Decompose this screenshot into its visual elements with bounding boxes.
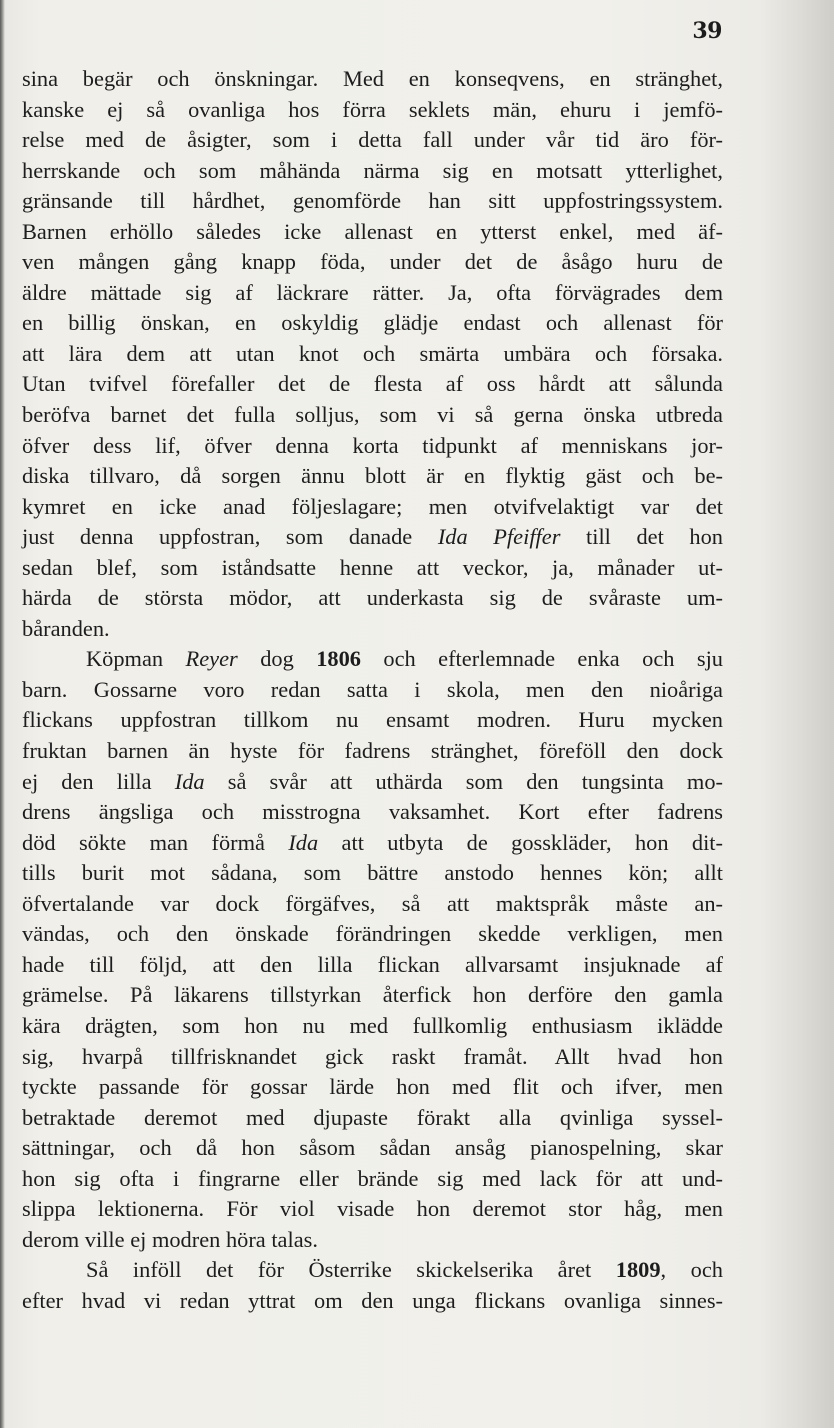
text-segment: härda de största mödor, att underkasta sig de svåraste um- — [22, 585, 723, 611]
text-line — [22, 767, 723, 798]
text-line — [22, 950, 723, 981]
text-segment: herrskande och som måhända närma sig en motsatt ytterlighet, — [22, 157, 723, 183]
text-segment: Barnen erhöllo således icke allenast en ytterst enkel, med äf- — [22, 218, 723, 244]
text-line — [22, 125, 723, 156]
text-segment: att utbyta de gosskläder, hon dit- — [318, 829, 723, 855]
text-segment: slippa lektionerna. För viol visade hon deremot stor håg, men — [22, 1196, 723, 1222]
text-segment: kära drägten, som hon nu med fullkomlig enthusiasm iklädde — [22, 1012, 723, 1038]
text-line — [22, 247, 723, 278]
text-segment: betraktade deremot med djupaste förakt alla qvinliga syssel- — [22, 1104, 723, 1130]
text-segment: så svår att uthärda som den tungsinta mo- — [204, 768, 723, 794]
text-segment: tills burit mot sådana, som bättre anstodo hennes kön; allt — [22, 860, 723, 886]
italic-name: Reyer — [185, 646, 238, 672]
text-line — [22, 1072, 723, 1103]
text-segment: beröfva barnet det fulla solljus, som vi så gerna önska utbreda — [22, 402, 723, 428]
text-line — [22, 736, 723, 767]
text-line — [22, 522, 723, 553]
text-line — [22, 1225, 723, 1256]
text-line — [22, 461, 723, 492]
text-line — [22, 1255, 723, 1286]
text-segment: grämelse. På läkarens tillstyrkan återfick hon derföre den gamla — [22, 982, 723, 1008]
text-line — [22, 1194, 723, 1225]
text-segment: derom ville ej modren höra talas. — [22, 1226, 318, 1252]
text-line — [22, 308, 723, 339]
text-line — [22, 369, 723, 400]
text-segment: kanske ej så ovanliga hos förra seklets män, ehuru i jemfö- — [22, 96, 723, 122]
text-line — [22, 1286, 723, 1317]
text-segment: till det hon — [560, 524, 723, 550]
text-segment: Köpman — [86, 646, 186, 672]
text-segment: ej den lilla — [22, 768, 175, 794]
year: 1809 — [615, 1257, 661, 1283]
text-segment: diska tillvaro, då sorgen ännu blott är en flyktig gäst och be- — [22, 463, 723, 489]
text-line — [22, 858, 723, 889]
text-line — [22, 644, 723, 675]
text-line — [22, 1042, 723, 1073]
text-segment: , och — [660, 1257, 723, 1283]
text-line — [22, 492, 723, 523]
text-segment: öfver dess lif, öfver denna korta tidpunkt af menniskans jor- — [22, 432, 723, 458]
text-segment: just denna uppfostran, som danade — [22, 524, 438, 550]
body-text — [22, 64, 723, 1316]
text-line — [22, 400, 723, 431]
text-segment: dog — [237, 646, 317, 672]
text-line — [22, 1103, 723, 1134]
italic-name: Ida Pfeiffer — [437, 524, 561, 550]
text-segment: öfvertalande var dock förgäfves, så att maktspråk måste an- — [22, 890, 723, 916]
text-segment: sina begär och önskningar. Med en konseqvens, en stränghet, — [22, 66, 723, 91]
text-segment: att lära dem att utan knot och smärta umbära och försaka. — [22, 340, 723, 366]
text-line — [22, 1164, 723, 1195]
text-segment: vändas, och den önskade förändringen skedde verkligen, men — [22, 921, 723, 947]
text-segment: sig, hvarpå tillfrisknandet gick raskt framåt. Allt hvad hon — [22, 1043, 723, 1069]
text-line — [22, 339, 723, 370]
text-line — [22, 980, 723, 1011]
text-line — [22, 1011, 723, 1042]
text-segment: sättningar, och då hon såsom sådan ansåg pianospelning, skar — [22, 1135, 723, 1161]
italic-name: Ida — [288, 829, 319, 855]
text-segment: Utan tvifvel förefaller det de flesta af oss hårdt att sålunda — [22, 371, 723, 397]
italic-name: Ida — [174, 768, 205, 794]
text-line — [22, 156, 723, 187]
text-segment: äldre mättade sig af läckrare rätter. Ja, ofta förvägrades dem — [22, 279, 723, 305]
text-line — [22, 95, 723, 126]
page-number: 39 — [692, 18, 722, 44]
text-line — [22, 919, 723, 950]
text-line — [22, 431, 723, 462]
text-segment: relse med de åsigter, som i detta fall under vår tid äro för- — [22, 127, 723, 153]
text-line — [22, 675, 723, 706]
text-line — [22, 553, 723, 584]
text-line — [22, 583, 723, 614]
text-segment: Så inföll det för Österrike skickelserika året — [86, 1257, 616, 1283]
text-segment: hon sig ofta i fingrarne eller brände sig med lack för att und- — [22, 1165, 723, 1191]
text-line — [22, 217, 723, 248]
text-segment: fruktan barnen än hyste för fadrens stränghet, föreföll den dock — [22, 738, 723, 764]
text-segment: flickans uppfostran tillkom nu ensamt modren. Huru mycken — [22, 707, 723, 733]
text-segment: död sökte man förmå — [22, 829, 289, 855]
text-line — [22, 614, 723, 645]
text-line — [22, 64, 723, 95]
text-segment: en billig önskan, en oskyldig glädje endast och allenast för — [22, 310, 723, 336]
text-segment: och efterlemnade enka och sju — [360, 646, 723, 672]
text-line — [22, 705, 723, 736]
text-segment: drens ängsliga och misstrogna vaksamhet. Kort efter fadrens — [22, 799, 723, 825]
text-segment: tyckte passande för gossar lärde hon med flit och ifver, men — [22, 1074, 723, 1100]
text-segment: sedan blef, som iståndsatte henne att veckor, ja, månader ut- — [22, 554, 723, 580]
text-segment: efter hvad vi redan yttrat om den unga flickans ovanliga sinnes- — [22, 1287, 723, 1313]
text-line — [22, 278, 723, 309]
text-segment: kymret en icke anad följeslagare; men otvifvelaktigt var det — [22, 493, 723, 519]
text-line — [22, 797, 723, 828]
text-segment: båranden. — [22, 615, 110, 641]
text-segment: barn. Gossarne voro redan satta i skola, men den nioåriga — [22, 676, 723, 702]
text-segment: ven mången gång knapp föda, under det de åsågo huru de — [22, 249, 723, 275]
text-line — [22, 186, 723, 217]
text-segment: hade till följd, att den lilla flickan allvarsamt insjuknade af — [22, 951, 723, 977]
text-line — [22, 889, 723, 920]
year: 1806 — [316, 646, 361, 672]
text-line — [22, 1133, 723, 1164]
text-segment: gränsande till hårdhet, genomförde han sitt uppfostringssystem. — [22, 188, 723, 214]
text-line — [22, 828, 723, 859]
